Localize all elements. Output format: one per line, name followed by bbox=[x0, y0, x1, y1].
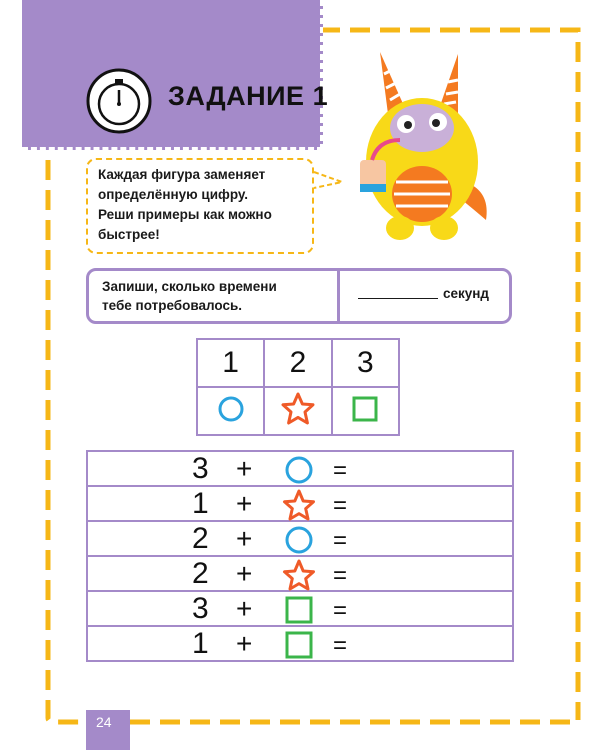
equation bbox=[88, 452, 512, 485]
equation bbox=[88, 627, 512, 660]
instruction-line: Каждая фигура заменяет bbox=[98, 167, 266, 182]
key-shape-cell bbox=[264, 387, 331, 435]
record-divider bbox=[337, 268, 340, 324]
circle-icon bbox=[216, 394, 246, 424]
circle-icon bbox=[282, 454, 316, 488]
star-icon bbox=[280, 391, 316, 427]
key-shape-cell bbox=[197, 387, 264, 435]
equation-number: 2 bbox=[192, 557, 209, 590]
key-digit: 2 bbox=[289, 346, 307, 379]
equation-cell[interactable] bbox=[87, 591, 513, 626]
equals-sign: = bbox=[333, 492, 348, 519]
star-icon bbox=[282, 559, 316, 593]
equals-sign: = bbox=[333, 632, 348, 659]
equation-row bbox=[87, 486, 513, 521]
equation-row bbox=[87, 521, 513, 556]
key-digit: 3 bbox=[357, 346, 374, 379]
seconds-unit: секунд bbox=[443, 286, 490, 301]
instruction-line: Реши примеры как можно bbox=[98, 207, 272, 222]
equation-number: 2 bbox=[192, 522, 209, 555]
record-time-label bbox=[102, 277, 332, 315]
equation-row bbox=[87, 591, 513, 626]
instruction-line: определённую цифру. bbox=[98, 187, 248, 202]
key-digit: 1 bbox=[222, 346, 239, 379]
equals-sign: = bbox=[333, 527, 348, 554]
square-icon bbox=[282, 594, 316, 628]
equation-number: 3 bbox=[192, 592, 209, 625]
time-answer-blank[interactable] bbox=[358, 298, 438, 299]
plus-sign: + bbox=[236, 488, 253, 519]
instruction-line: быстрее! bbox=[98, 227, 160, 242]
key-digit-cell bbox=[332, 339, 399, 387]
circle-icon bbox=[282, 524, 316, 558]
equals-sign: = bbox=[333, 562, 348, 589]
monster-mascot-illustration bbox=[340, 44, 492, 244]
equation-row bbox=[87, 451, 513, 486]
square-icon bbox=[350, 394, 380, 424]
equation bbox=[88, 592, 512, 625]
equation-row bbox=[87, 556, 513, 591]
equation-row bbox=[87, 626, 513, 661]
plus-sign: + bbox=[236, 593, 253, 624]
key-digit-cell bbox=[197, 339, 264, 387]
record-label-line: тебе потребовалось. bbox=[102, 298, 243, 313]
equations-table bbox=[86, 450, 514, 662]
stopwatch-icon bbox=[86, 68, 152, 134]
equation-cell[interactable] bbox=[87, 556, 513, 591]
equals-sign: = bbox=[333, 457, 348, 484]
equation-number: 1 bbox=[192, 487, 209, 520]
plus-sign: + bbox=[236, 523, 253, 554]
equation bbox=[88, 487, 512, 520]
page-number: 24 bbox=[96, 714, 112, 730]
square-icon bbox=[282, 629, 316, 663]
plus-sign: + bbox=[236, 453, 253, 484]
equation-cell[interactable] bbox=[87, 451, 513, 486]
equation-cell[interactable] bbox=[87, 521, 513, 556]
equation-cell[interactable] bbox=[87, 626, 513, 661]
equation-number: 1 bbox=[192, 627, 209, 660]
record-label-line: Запиши, сколько времени bbox=[102, 279, 277, 294]
equation bbox=[88, 522, 512, 555]
plus-sign: + bbox=[236, 628, 253, 659]
plus-sign: + bbox=[236, 558, 253, 589]
task-title: ЗАДАНИЕ 1 bbox=[168, 81, 329, 111]
instructions-text bbox=[98, 165, 312, 245]
key-shape-cell bbox=[332, 387, 399, 435]
header-banner bbox=[22, 0, 323, 150]
star-icon bbox=[282, 489, 316, 523]
key-digit-cell bbox=[264, 339, 331, 387]
shape-key-table bbox=[196, 338, 400, 436]
equals-sign: = bbox=[333, 597, 348, 624]
equation-cell[interactable] bbox=[87, 486, 513, 521]
equation-number: 3 bbox=[192, 452, 209, 485]
equation bbox=[88, 557, 512, 590]
